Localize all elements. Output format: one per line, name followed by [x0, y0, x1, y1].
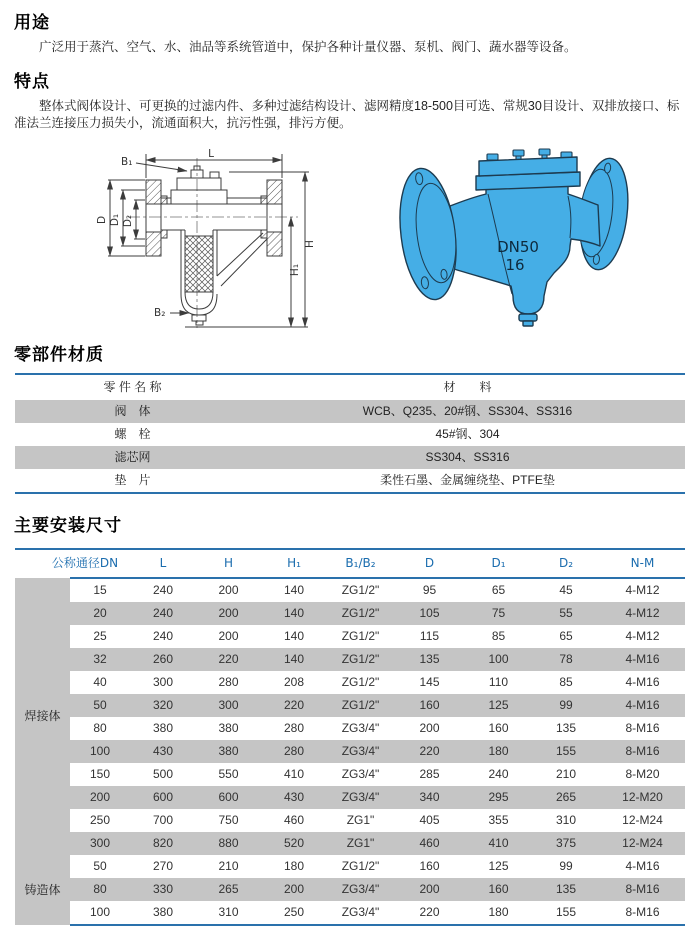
dim-label-L: L [208, 148, 214, 160]
dimensions-table [15, 548, 685, 926]
part-name: 螺 栓 [114, 427, 151, 441]
dim-cell: 80 [70, 717, 130, 740]
dim-cell: 8-M20 [600, 763, 685, 786]
dim-cell: 220 [196, 648, 261, 671]
part-material: 柔性石墨、金属缠绕垫、PTFE垫 [380, 473, 555, 487]
dim-cell: 220 [394, 901, 465, 925]
part-material: SS304、SS316 [425, 450, 510, 464]
col-header: D₁ [465, 549, 532, 578]
dim-cell: 380 [196, 740, 261, 763]
dim-cell: ZG1/2" [327, 855, 394, 878]
dim-cell: 4-M16 [600, 694, 685, 717]
dim-cell: 750 [196, 809, 261, 832]
dim-cell: 8-M16 [600, 878, 685, 901]
dimensions-header-row [15, 549, 685, 578]
dim-cell: ZG1/2" [327, 602, 394, 625]
dim-cell: ZG3/4" [327, 763, 394, 786]
dim-cell: 135 [532, 878, 600, 901]
dim-cell: 78 [532, 648, 600, 671]
dim-cell: 155 [532, 901, 600, 925]
dim-cell: 300 [196, 694, 261, 717]
dim-cell: 330 [130, 878, 196, 901]
dim-cell: 200 [196, 578, 261, 602]
dim-cell: 250 [261, 901, 327, 925]
dim-cell: 460 [261, 809, 327, 832]
dim-cell: 200 [394, 878, 465, 901]
valve-size-label: DN50 [497, 238, 539, 256]
dim-cell: 280 [261, 740, 327, 763]
dim-cell: 85 [532, 671, 600, 694]
dim-cell: ZG3/4" [327, 901, 394, 925]
dimension-row [15, 786, 685, 809]
dim-cell: 240 [465, 763, 532, 786]
material-row [15, 446, 685, 469]
dim-cell: 4-M12 [600, 578, 685, 602]
dim-cell: 65 [465, 578, 532, 602]
dim-cell: 12-M24 [600, 832, 685, 855]
dim-cell: 375 [532, 832, 600, 855]
part-name: 阀 体 [114, 404, 151, 418]
dim-label-B1: B₁ [121, 156, 133, 168]
dim-cell: 600 [196, 786, 261, 809]
dim-cell: ZG3/4" [327, 786, 394, 809]
dim-cell: 265 [532, 786, 600, 809]
dimension-row [15, 694, 685, 717]
materials-header-row [15, 374, 685, 400]
dim-cell: 240 [130, 602, 196, 625]
dim-cell: 15 [70, 578, 130, 602]
dim-cell: ZG3/4" [327, 878, 394, 901]
dim-cell: 340 [394, 786, 465, 809]
dim-cell: 100 [70, 740, 130, 763]
dim-cell: 140 [261, 602, 327, 625]
dim-cell: 85 [465, 625, 532, 648]
dim-cell: 80 [70, 878, 130, 901]
dim-cell: 105 [394, 602, 465, 625]
dim-cell: ZG3/4" [327, 717, 394, 740]
section-title-materials: 零部件材质 [14, 345, 104, 364]
dim-cell: 180 [465, 901, 532, 925]
dimension-row [15, 602, 685, 625]
dim-cell: 520 [261, 832, 327, 855]
features-paragraph: 整体式阀体设计、可更换的过滤内件、多种过滤结构设计、滤网精度18-500目可选、常规30目设计、双排放接口、标准法兰连接压力损失小，流通面积大，抗污性强，排污方便。 [14, 99, 680, 130]
valve-pressure-label: 16 [505, 256, 525, 274]
dim-cell: 240 [130, 578, 196, 602]
dim-cell: 355 [465, 809, 532, 832]
dim-cell: 135 [394, 648, 465, 671]
dim-cell: 210 [532, 763, 600, 786]
dim-cell: 150 [70, 763, 130, 786]
dim-cell: 295 [465, 786, 532, 809]
dim-cell: ZG1/2" [327, 694, 394, 717]
materials-table [15, 373, 685, 494]
col-header: D [394, 549, 465, 578]
dim-cell: 25 [70, 625, 130, 648]
body-type-label: 铸造体 [15, 855, 70, 925]
material-row [15, 423, 685, 446]
dim-label-H: H [304, 240, 316, 248]
dimension-row [15, 901, 685, 925]
dim-cell: 200 [70, 786, 130, 809]
dim-label-D: D [96, 215, 108, 225]
dim-cell: 99 [532, 694, 600, 717]
dim-cell: 220 [394, 740, 465, 763]
dim-cell: 4-M12 [600, 625, 685, 648]
dimension-row [15, 763, 685, 786]
dim-cell: 210 [196, 855, 261, 878]
dim-cell: 135 [532, 717, 600, 740]
dim-cell: 380 [196, 717, 261, 740]
dimension-drawing [58, 144, 380, 336]
col-header: H [196, 549, 261, 578]
dim-cell: 380 [130, 901, 196, 925]
dim-cell: 270 [130, 855, 196, 878]
dim-cell: 600 [130, 786, 196, 809]
dim-cell: 125 [465, 855, 532, 878]
dimension-row [15, 671, 685, 694]
dim-cell: 4-M12 [600, 602, 685, 625]
dim-cell: 145 [394, 671, 465, 694]
dim-cell: 460 [394, 832, 465, 855]
dim-cell: 410 [465, 832, 532, 855]
dim-cell: 99 [532, 855, 600, 878]
dim-cell: ZG3/4" [327, 740, 394, 763]
dim-cell: 820 [130, 832, 196, 855]
dim-cell: 410 [261, 763, 327, 786]
col-header-spacer [70, 549, 130, 578]
dim-cell: 320 [130, 694, 196, 717]
col-header: B₁/B₂ [327, 549, 394, 578]
dim-cell: 45 [532, 578, 600, 602]
dim-cell: 250 [70, 809, 130, 832]
dimension-row [15, 578, 685, 602]
dim-cell: 380 [130, 717, 196, 740]
dim-cell: 125 [465, 694, 532, 717]
part-name: 垫 片 [114, 473, 151, 487]
dim-cell: 280 [261, 717, 327, 740]
dim-cell: 160 [465, 878, 532, 901]
dim-cell: 310 [532, 809, 600, 832]
section-title-features: 特点 [14, 72, 50, 91]
dim-cell: 240 [130, 625, 196, 648]
materials-col-material: 材 料 [443, 380, 492, 394]
dim-label-B2: B₂ [154, 307, 166, 319]
dim-cell: 405 [394, 809, 465, 832]
dim-cell: ZG1" [327, 809, 394, 832]
dim-cell: 75 [465, 602, 532, 625]
dim-cell: 115 [394, 625, 465, 648]
dim-cell: 260 [130, 648, 196, 671]
dim-cell: 32 [70, 648, 130, 671]
dim-cell: ZG1" [327, 832, 394, 855]
section-title-dimensions: 主要安装尺寸 [14, 516, 122, 535]
dim-cell: 140 [261, 648, 327, 671]
dim-cell: 200 [196, 625, 261, 648]
dim-cell: ZG1/2" [327, 648, 394, 671]
dim-cell: 200 [261, 878, 327, 901]
dim-label-D2: D₂ [122, 214, 134, 228]
dim-cell: 8-M16 [600, 901, 685, 925]
dim-cell: 95 [394, 578, 465, 602]
dim-cell: 208 [261, 671, 327, 694]
dim-cell: 100 [70, 901, 130, 925]
dimension-row [15, 855, 685, 878]
dim-cell: ZG1/2" [327, 625, 394, 648]
dim-cell: 220 [261, 694, 327, 717]
usage-paragraph: 广泛用于蒸汽、空气、水、油品等系统管道中，保护各种计量仪器、泵机、阀门、蔬水器等设备。 [39, 40, 577, 54]
material-row [15, 400, 685, 423]
dim-cell: 140 [261, 578, 327, 602]
valve-illustration [392, 146, 644, 328]
dim-label-H1: H₁ [289, 263, 301, 277]
dim-cell: 20 [70, 602, 130, 625]
dim-cell: 100 [465, 648, 532, 671]
body-type-label: 焊接体 [15, 578, 70, 855]
col-header-dn-label: 公称通径DN [51, 556, 119, 570]
dimension-row [15, 832, 685, 855]
dim-cell: 200 [394, 717, 465, 740]
dim-cell: 12-M20 [600, 786, 685, 809]
strainer-outline [146, 166, 308, 327]
part-material: WCB、Q235、20#钢、SS304、SS316 [362, 404, 573, 418]
dimension-row [15, 717, 685, 740]
dim-cell: ZG1/2" [327, 671, 394, 694]
dim-cell: 4-M16 [600, 648, 685, 671]
dim-cell: 155 [532, 740, 600, 763]
dim-cell: 550 [196, 763, 261, 786]
material-row [15, 469, 685, 493]
dim-cell: 700 [130, 809, 196, 832]
col-header: D₂ [532, 549, 600, 578]
dimension-row [15, 878, 685, 901]
dim-cell: 4-M16 [600, 855, 685, 878]
dim-cell: 500 [130, 763, 196, 786]
dim-cell: 200 [196, 602, 261, 625]
dim-cell: 285 [394, 763, 465, 786]
materials-col-part: 零 件 名 称 [103, 380, 162, 394]
dim-cell: 180 [261, 855, 327, 878]
dim-cell: 180 [465, 740, 532, 763]
dim-cell: 55 [532, 602, 600, 625]
dim-cell: 8-M16 [600, 740, 685, 763]
dimension-row [15, 809, 685, 832]
dim-cell: 140 [261, 625, 327, 648]
dim-cell: 160 [465, 717, 532, 740]
col-header-dn [15, 549, 119, 578]
col-header: H₁ [261, 549, 327, 578]
dim-cell: 430 [130, 740, 196, 763]
dim-cell: 50 [70, 855, 130, 878]
dim-cell: 40 [70, 671, 130, 694]
part-material: 45#钢、304 [435, 427, 500, 441]
col-header: L [130, 549, 196, 578]
dim-cell: 12-M24 [600, 809, 685, 832]
dim-cell: 4-M16 [600, 671, 685, 694]
col-header: N-M [600, 549, 685, 578]
dim-cell: 265 [196, 878, 261, 901]
dimension-row [15, 740, 685, 763]
section-title-usage: 用途 [14, 13, 50, 32]
dim-cell: 300 [70, 832, 130, 855]
dim-cell: 880 [196, 832, 261, 855]
figures-row [0, 144, 700, 338]
dim-cell: ZG1/2" [327, 578, 394, 602]
dim-cell: 160 [394, 694, 465, 717]
part-name: 滤芯网 [114, 450, 151, 464]
dimension-row [15, 625, 685, 648]
dim-cell: 65 [532, 625, 600, 648]
dim-cell: 50 [70, 694, 130, 717]
dim-cell: 430 [261, 786, 327, 809]
dim-label-D1: D₁ [109, 213, 121, 227]
dim-cell: 160 [394, 855, 465, 878]
dim-cell: 280 [196, 671, 261, 694]
dim-cell: 110 [465, 671, 532, 694]
dimension-row [15, 648, 685, 671]
dim-cell: 8-M16 [600, 717, 685, 740]
dim-cell: 310 [196, 901, 261, 925]
dim-cell: 300 [130, 671, 196, 694]
